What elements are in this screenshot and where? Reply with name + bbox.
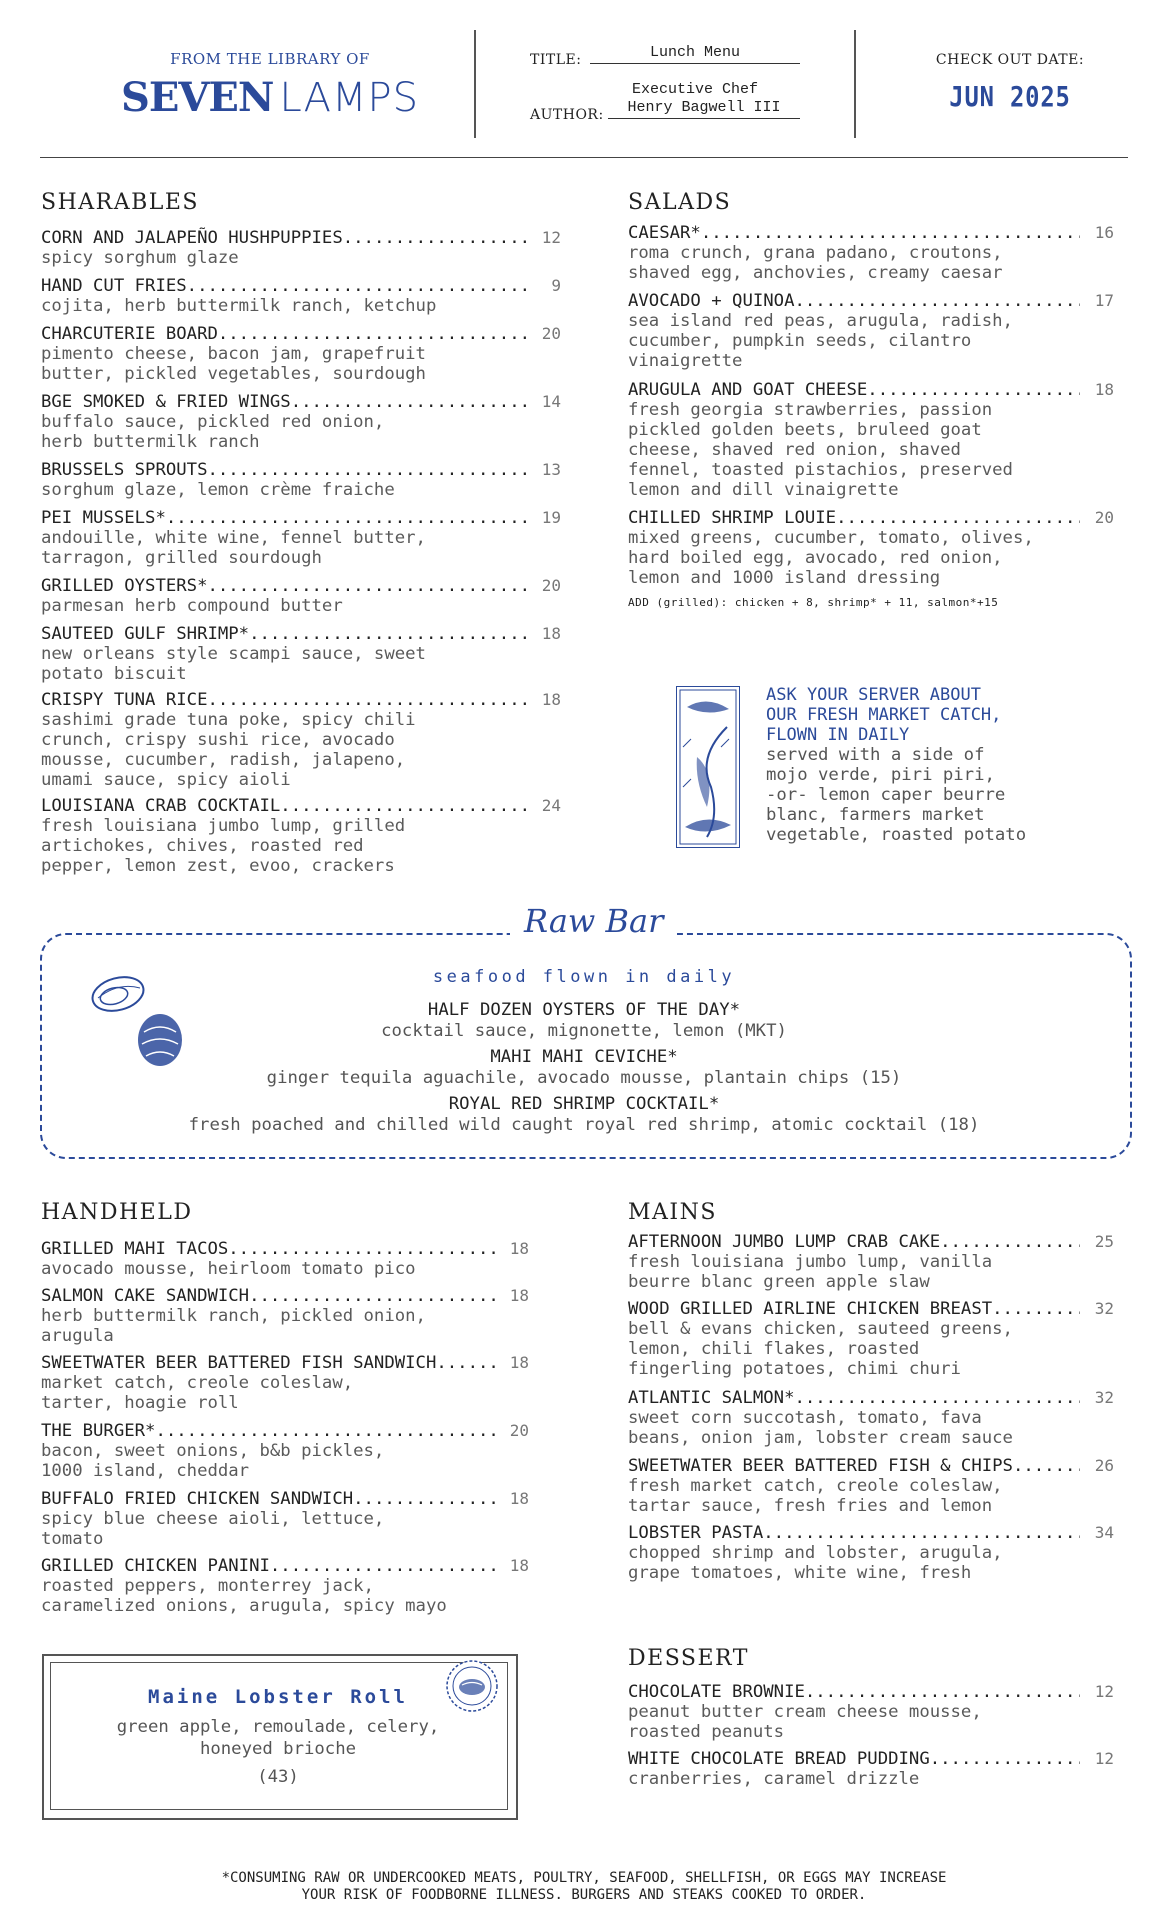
menu-item-row — [41, 324, 561, 344]
menu-item-price: 14 — [541, 392, 561, 411]
dot-leader — [228, 1239, 495, 1259]
lobster-roll-price: (43) — [257, 1767, 299, 1787]
menu-item — [41, 1239, 529, 1279]
menu-item — [628, 1749, 1114, 1789]
menu-item-description: fresh market catch, creole coleslaw, tartar sauce, fresh fries and lemon — [628, 1476, 1003, 1516]
raw-bar-item-description: ginger tequila aguachile, avocado mousse, plantain chips (15) — [266, 1068, 902, 1088]
menu-item-price: 24 — [541, 796, 561, 815]
salads-heading: SALADS — [628, 190, 732, 215]
menu-item — [41, 508, 561, 568]
dot-leader — [249, 1286, 495, 1306]
handheld-heading: HANDHELD — [41, 1200, 193, 1225]
header-divider-right — [854, 30, 856, 138]
menu-item-description: mixed greens, cucumber, tomato, olives, hard boiled egg, avocado, red onion, lemon and 1000 island dressing — [628, 528, 1034, 588]
menu-item-row — [628, 1749, 1114, 1769]
menu-item-row — [41, 1489, 529, 1509]
menu-item-price: 18 — [541, 624, 561, 643]
menu-item — [628, 1456, 1114, 1516]
title-label: TITLE: — [530, 52, 582, 68]
dot-leader — [763, 1523, 1080, 1543]
menu-item-name: WOOD GRILLED AIRLINE CHICKEN BREAST — [628, 1299, 993, 1319]
raw-bar-subtitle: seafood flown in daily — [432, 967, 736, 987]
menu-item-description: fresh georgia strawberries, passion pickled golden beets, bruleed goat cheese, shaved red onion, shaved fennel, toasted pistachios, preserved lemon and dill vinaigrette — [628, 400, 1013, 500]
lobster-roll-title: Maine Lobster Roll — [148, 1686, 408, 1708]
menu-item — [41, 276, 561, 316]
menu-item-row — [41, 460, 561, 480]
dot-leader — [166, 508, 527, 528]
menu-item — [41, 1556, 529, 1616]
menu-item-row — [628, 291, 1114, 311]
menu-item-price: 19 — [541, 508, 561, 527]
header-divider-left — [474, 30, 476, 138]
dot-leader — [218, 324, 527, 344]
menu-item — [628, 291, 1114, 371]
dot-leader — [930, 1749, 1080, 1769]
menu-item-name: CHOCOLATE BROWNIE — [628, 1682, 805, 1702]
menu-item-description: fresh louisiana jumbo lump, vanilla beurre blanc green apple slaw — [628, 1252, 993, 1292]
menu-item-row — [41, 228, 561, 248]
raw-bar-item-description: fresh poached and chilled wild caught royal red shrimp, atomic cocktail (18) — [188, 1115, 980, 1135]
dot-leader — [249, 624, 527, 644]
menu-item — [41, 624, 561, 684]
menu-item-description: bacon, sweet onions, b&b pickles, 1000 island, cheddar — [41, 1441, 385, 1481]
menu-item — [41, 690, 561, 790]
menu-item-name: THE BURGER* — [41, 1421, 156, 1441]
menu-item-name: GRILLED OYSTERS* — [41, 576, 208, 596]
menu-item-row — [628, 1388, 1114, 1408]
menu-item-price: 13 — [541, 460, 561, 479]
menu-item-price: 18 — [509, 1286, 529, 1305]
menu-item — [41, 1421, 529, 1481]
menu-item — [628, 1682, 1114, 1742]
menu-item-name: CHARCUTERIE BOARD — [41, 324, 218, 344]
menu-item-name: CAESAR* — [628, 223, 701, 243]
menu-item — [628, 223, 1114, 283]
dot-leader — [155, 1421, 495, 1441]
menu-item-description: sashimi grade tuna poke, spicy chili crunch, crispy sushi rice, avocado mousse, cucumber, radish, jalapeno, umami sauce, spicy aioli — [41, 710, 416, 790]
menu-item — [41, 228, 561, 268]
menu-item-name: LOUISIANA CRAB COCKTAIL — [41, 796, 281, 816]
dot-leader — [940, 1232, 1080, 1252]
menu-item-name: ARUGULA AND GOAT CHEESE — [628, 380, 868, 400]
menu-item-name: BUFFALO FRIED CHICKEN SANDWICH — [41, 1489, 354, 1509]
menu-item-price: 20 — [1094, 508, 1114, 527]
dot-leader — [1013, 1456, 1080, 1476]
menu-item-price: 20 — [541, 324, 561, 343]
menu-item-description: parmesan herb compound butter — [41, 596, 343, 616]
menu-item-name: CRISPY TUNA RICE — [41, 690, 208, 710]
lobster-roll-description: green apple, remoulade, celery, honeyed brioche — [116, 1717, 440, 1759]
menu-item-price: 26 — [1094, 1456, 1114, 1475]
library-from-label: FROM THE LIBRARY OF — [170, 50, 370, 68]
dot-leader — [207, 460, 527, 480]
menu-item-description: peanut butter cream cheese mousse, roasted peanuts — [628, 1702, 982, 1742]
mains-heading: MAINS — [628, 1200, 717, 1225]
menu-item-description: chopped shrimp and lobster, arugula, grape tomatoes, white wine, fresh — [628, 1543, 1003, 1583]
menu-item-row — [41, 1239, 529, 1259]
menu-item-description: roma crunch, grana padano, croutons, shaved egg, anchovies, creamy caesar — [628, 243, 1003, 283]
checkout-label: CHECK OUT DATE: — [935, 52, 1085, 68]
menu-item — [628, 1299, 1114, 1379]
menu-item — [628, 508, 1114, 588]
dot-leader — [187, 276, 527, 296]
menu-item-name: GRILLED MAHI TACOS — [41, 1239, 229, 1259]
dot-leader — [794, 291, 1080, 311]
menu-item-row — [41, 1286, 529, 1306]
menu-item-row — [41, 1556, 529, 1576]
menu-item — [628, 1523, 1114, 1583]
menu-item-name: ATLANTIC SALMON* — [628, 1388, 795, 1408]
menu-item-description: market catch, creole coleslaw, tarter, hoagie roll — [41, 1373, 354, 1413]
menu-item-price: 18 — [509, 1556, 529, 1575]
salads-add-on-line: ADD (grilled): chicken + 8, shrimp* + 11, salmon*+15 — [628, 596, 999, 609]
menu-item-row — [41, 690, 561, 710]
menu-item-price: 17 — [1094, 291, 1114, 310]
raw-bar-item-name: HALF DOZEN OYSTERS OF THE DAY* — [427, 1000, 741, 1020]
menu-item-row — [41, 392, 561, 412]
fish-illustration — [676, 686, 740, 848]
menu-item-name: AFTERNOON JUMBO LUMP CRAB CAKE — [628, 1232, 941, 1252]
menu-item-description: sorghum glaze, lemon crème fraiche — [41, 480, 395, 500]
menu-item-price: 32 — [1094, 1388, 1114, 1407]
dot-leader — [436, 1353, 495, 1373]
menu-item — [41, 392, 561, 452]
menu-item-row — [628, 380, 1114, 400]
menu-item-description: bell & evans chicken, sauteed greens, lemon, chili flakes, roasted fingerling potatoes, chimi churi — [628, 1319, 1013, 1379]
logo-bold-word: SEVEN — [120, 74, 274, 121]
menu-item-description: herb buttermilk ranch, pickled onion, arugula — [41, 1306, 426, 1346]
menu-item-row — [628, 1523, 1114, 1543]
menu-item-description: buffalo sauce, pickled red onion, herb buttermilk ranch — [41, 412, 385, 452]
menu-item — [41, 460, 561, 500]
menu-item — [41, 576, 561, 616]
dot-leader — [343, 228, 527, 248]
menu-item-price: 18 — [509, 1353, 529, 1372]
menu-item-row — [628, 1682, 1114, 1702]
menu-item-name: AVOCADO + QUINOA — [628, 291, 795, 311]
menu-item-description: andouille, white wine, fennel butter, tarragon, grilled sourdough — [41, 528, 426, 568]
dot-leader — [207, 576, 527, 596]
menu-item-row — [628, 1232, 1114, 1252]
dot-leader — [836, 508, 1080, 528]
menu-item-name: HAND CUT FRIES — [41, 276, 187, 296]
checkout-date-stamp: JUN 2025 — [949, 80, 1071, 113]
menu-item-row — [41, 1421, 529, 1441]
seven-lamps-logo — [100, 74, 440, 121]
menu-item-price: 20 — [541, 576, 561, 595]
logo-light-word: LAMPS — [279, 75, 420, 121]
menu-item-description: cojita, herb buttermilk ranch, ketchup — [41, 296, 437, 316]
menu-item — [41, 1489, 529, 1549]
author-line-1: Executive Chef — [631, 81, 759, 98]
menu-item-price: 18 — [1094, 380, 1114, 399]
menu-item-name: SWEETWATER BEER BATTERED FISH SANDWICH — [41, 1353, 437, 1373]
menu-item — [628, 380, 1114, 500]
dot-leader — [867, 380, 1080, 400]
menu-item-name: CORN AND JALAPEÑO HUSHPUPPIES — [41, 228, 343, 248]
header-rule — [40, 157, 1128, 158]
menu-item-price: 16 — [1094, 223, 1114, 242]
menu-item-name: BRUSSELS SPROUTS — [41, 460, 208, 480]
menu-item-row — [41, 276, 561, 296]
dot-leader — [207, 690, 527, 710]
menu-item — [41, 796, 561, 876]
menu-item-name: SWEETWATER BEER BATTERED FISH & CHIPS — [628, 1456, 1013, 1476]
menu-item-name: WHITE CHOCOLATE BREAD PUDDING — [628, 1749, 930, 1769]
menu-item-price: 12 — [1094, 1682, 1114, 1701]
menu-item-description: avocado mousse, heirloom tomato pico — [41, 1259, 416, 1279]
menu-item — [41, 324, 561, 384]
menu-item-price: 32 — [1094, 1299, 1114, 1318]
menu-item-price: 18 — [509, 1489, 529, 1508]
menu-item-description: spicy sorghum glaze — [41, 248, 239, 268]
menu-item — [628, 1232, 1114, 1292]
raw-bar-item-name: MAHI MAHI CEVICHE* — [490, 1047, 678, 1067]
dot-leader — [701, 223, 1080, 243]
menu-item-price: 9 — [551, 276, 561, 295]
menu-item-description: roasted peppers, monterrey jack, caramelized onions, arugula, spicy mayo — [41, 1576, 447, 1616]
dot-leader — [280, 796, 527, 816]
menu-item-price: 18 — [509, 1239, 529, 1258]
menu-item-description: spicy blue cheese aioli, lettuce, tomato — [41, 1509, 385, 1549]
menu-item-name: BGE SMOKED & FRIED WINGS — [41, 392, 291, 412]
menu-item-description: cranberries, caramel drizzle — [628, 1769, 920, 1789]
menu-item — [41, 1353, 529, 1413]
dot-leader — [353, 1489, 495, 1509]
dot-leader — [992, 1299, 1080, 1319]
menu-item-row — [41, 796, 561, 816]
menu-item-name: PEI MUSSELS* — [41, 508, 166, 528]
dot-leader — [270, 1556, 495, 1576]
author-label: AUTHOR: — [530, 107, 604, 123]
menu-item-row — [628, 1299, 1114, 1319]
market-catch-title: ASK YOUR SERVER ABOUT OUR FRESH MARKET CATCH, FLOWN IN DAILY — [766, 685, 1002, 745]
menu-item-row — [41, 624, 561, 644]
menu-item — [41, 1286, 529, 1346]
dot-leader — [291, 392, 527, 412]
menu-item-price: 25 — [1094, 1232, 1114, 1251]
menu-item-row — [628, 1456, 1114, 1476]
dot-leader — [794, 1388, 1080, 1408]
menu-item-description: fresh louisiana jumbo lump, grilled artichokes, chives, roasted red pepper, lemon zest, evoo, crackers — [41, 816, 406, 876]
menu-item-name: SAUTEED GULF SHRIMP* — [41, 624, 250, 644]
menu-item-name: LOBSTER PASTA — [628, 1523, 764, 1543]
author-line-2: Henry Bagwell III — [608, 99, 800, 119]
menu-item-price: 34 — [1094, 1523, 1114, 1542]
market-catch-description: served with a side of mojo verde, piri piri, -or- lemon caper beurre blanc, farmers market vegetable, roasted potato — [766, 745, 1027, 845]
menu-item-row — [628, 223, 1114, 243]
menu-item-price: 12 — [541, 228, 561, 247]
menu-item-row — [628, 508, 1114, 528]
menu-item-name: CHILLED SHRIMP LOUIE — [628, 508, 837, 528]
title-value: Lunch Menu — [590, 44, 800, 64]
menu-item-price: 20 — [509, 1421, 529, 1440]
menu-item-price: 18 — [541, 690, 561, 709]
menu-item-description: new orleans style scampi sauce, sweet potato biscuit — [41, 644, 426, 684]
menu-item-row — [41, 508, 561, 528]
food-safety-disclaimer: *CONSUMING RAW OR UNDERCOOKED MEATS, POULTRY, SEAFOOD, SHELLFISH, OR EGGS MAY INCREASE YOUR RISK OF FOODBORNE ILLNESS. BURGERS AND STEAKS COOKED TO ORDER. — [221, 1870, 947, 1903]
raw-bar-item-name: ROYAL RED SHRIMP COCKTAIL* — [448, 1094, 720, 1114]
menu-item-description: pimento cheese, bacon jam, grapefruit butter, pickled vegetables, sourdough — [41, 344, 426, 384]
raw-bar-title: Raw Bar — [510, 902, 677, 940]
menu-item — [628, 1388, 1114, 1448]
menu-item-name: GRILLED CHICKEN PANINI — [41, 1556, 270, 1576]
menu-item-row — [41, 576, 561, 596]
menu-item-price: 12 — [1094, 1749, 1114, 1768]
raw-bar-item-description: cocktail sauce, mignonette, lemon (MKT) — [381, 1021, 787, 1041]
sharables-heading: SHARABLES — [41, 190, 200, 215]
menu-item-description: sea island red peas, arugula, radish, cucumber, pumpkin seeds, cilantro vinaigrette — [628, 311, 1013, 371]
dot-leader — [805, 1682, 1080, 1702]
menu-item-row — [41, 1353, 529, 1373]
fish-icon — [677, 687, 739, 847]
menu-item-description: sweet corn succotash, tomato, fava beans, onion jam, lobster cream sauce — [628, 1408, 1013, 1448]
dessert-heading: DESSERT — [628, 1646, 749, 1671]
menu-item-name: SALMON CAKE SANDWICH — [41, 1286, 250, 1306]
